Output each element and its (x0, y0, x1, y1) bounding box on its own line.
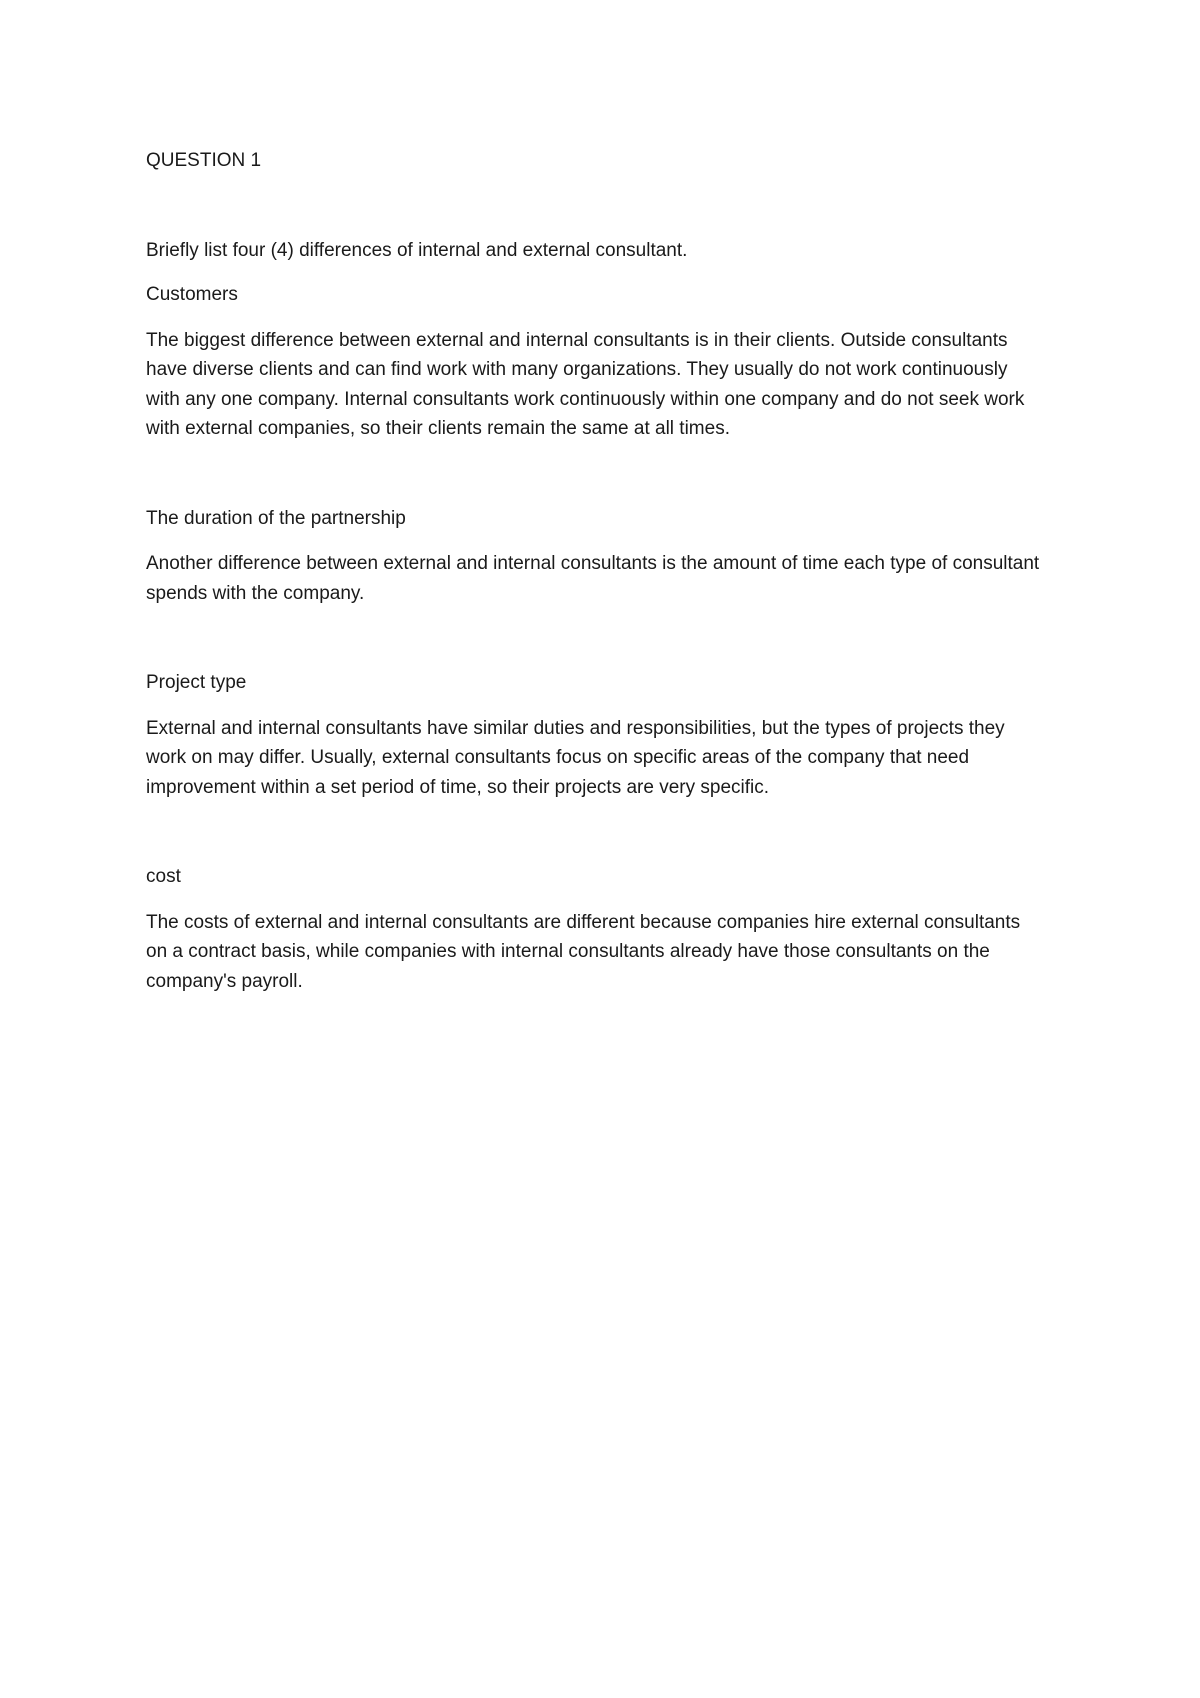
question-prompt: Briefly list four (4) differences of internal and external consultant. (146, 239, 688, 261)
section-heading: The duration of the partnership (146, 507, 406, 529)
section-heading: cost (146, 866, 181, 887)
section-body: The costs of external and internal consultants are different because companies hire external consultants on a contract basis, while companies with internal consultants already have those consultants on the company's payroll. (146, 911, 1021, 992)
document-content (146, 146, 1046, 996)
section-heading: Project type (146, 672, 247, 693)
section-body: Another difference between external and internal consultants is the amount of time each type of consultant spends with the company. (146, 553, 1040, 604)
section-duration (146, 504, 1046, 609)
page-title: QUESTION 1 (146, 150, 262, 171)
section-body: External and internal consultants have similar duties and responsibilities, but the types of projects they work on may differ. Usually, external consultants focus on specific areas of the company that need improvement within a set period of time, so their projects are very specific. (146, 717, 1005, 798)
section-customers (146, 280, 1046, 444)
section-heading: Customers (146, 284, 238, 305)
section-cost (146, 862, 1046, 996)
section-body: The biggest difference between external and internal consultants is in their clients. Outside consultants have diverse clients and can find work with many organizations. They usually do not work continuously with any one company. Internal consultants work continuously within one company and do not seek work with external companies, so their clients remain the same at all times. (146, 329, 1025, 439)
section-project-type (146, 668, 1046, 802)
